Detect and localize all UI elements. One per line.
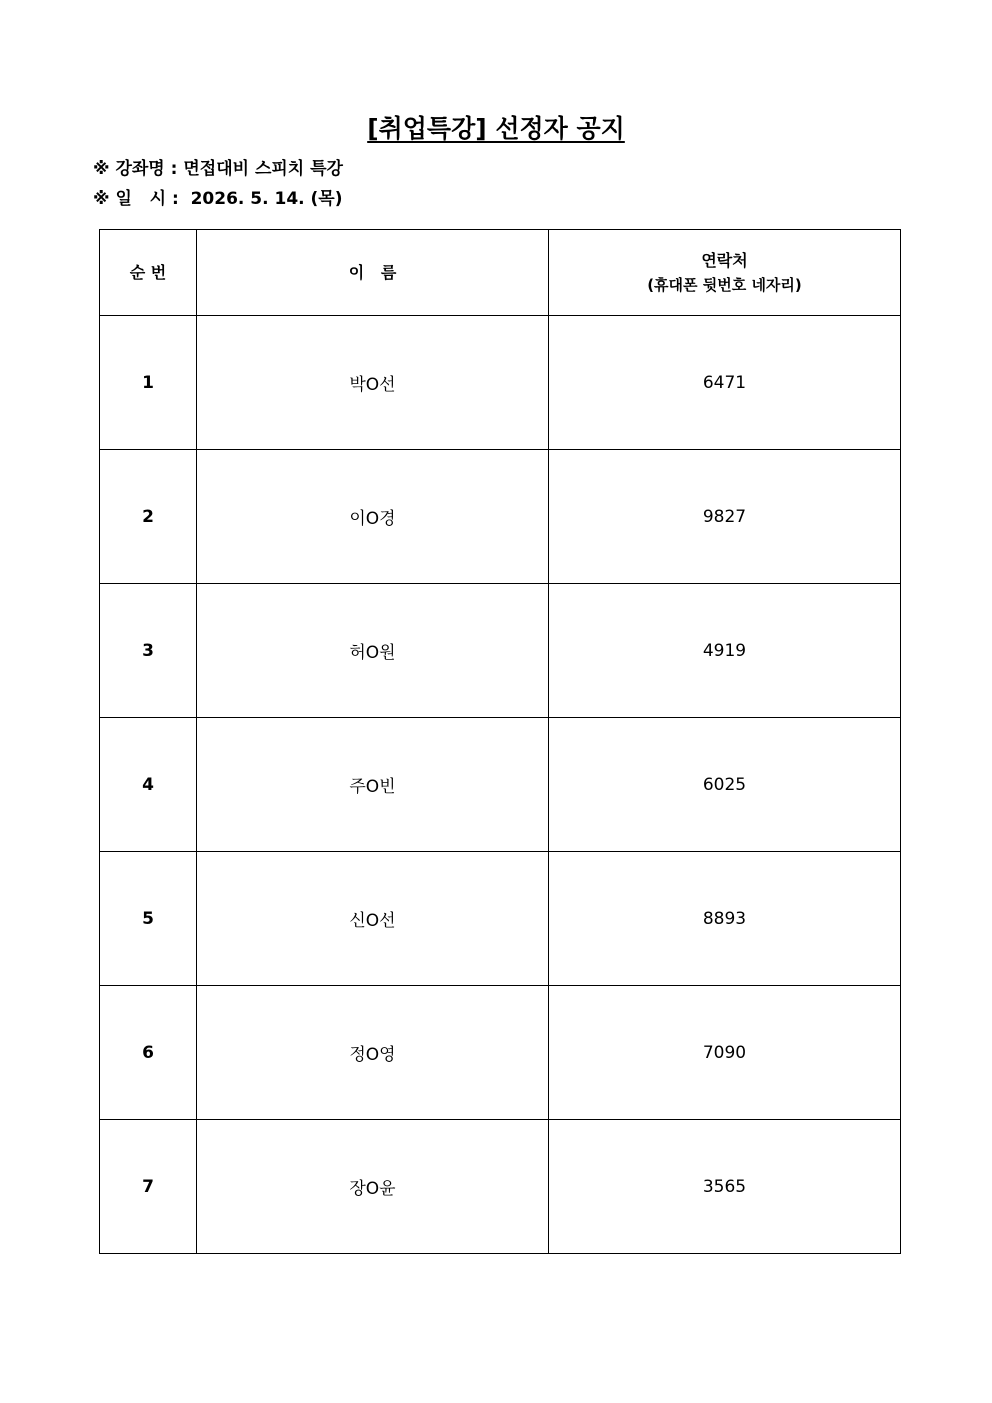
row-contact: 9827 [549, 450, 901, 584]
row-number: 6 [100, 986, 197, 1120]
row-name: 장O윤 [197, 1120, 549, 1254]
table-row [100, 450, 901, 584]
header-contact [549, 230, 901, 316]
row-name: 정O영 [197, 986, 549, 1120]
row-number: 5 [100, 852, 197, 986]
table-row [100, 986, 901, 1120]
table-header-row [100, 230, 901, 316]
table-row [100, 584, 901, 718]
selected-participants-table [99, 229, 901, 1254]
table-row [100, 852, 901, 986]
row-contact: 4919 [549, 584, 901, 718]
header-contact-sub: (휴대폰 뒷번호 네자리) [647, 275, 802, 294]
row-contact: 8893 [549, 852, 901, 986]
row-number: 1 [100, 316, 197, 450]
row-number: 4 [100, 718, 197, 852]
row-number: 7 [100, 1120, 197, 1254]
course-name-line: ※ 강좌명 : 면접대비 스피치 특강 [93, 159, 343, 179]
table-row [100, 1120, 901, 1254]
table-row [100, 718, 901, 852]
header-name: 이 름 [197, 230, 549, 316]
row-number: 2 [100, 450, 197, 584]
page-title-text: [취업특강] 선정자 공지 [367, 114, 625, 143]
row-name: 박O선 [197, 316, 549, 450]
date-line: ※ 일 시 : 2026. 5. 14. (목) [93, 189, 343, 209]
row-contact: 3565 [549, 1120, 901, 1254]
row-name: 이O경 [197, 450, 549, 584]
table-row [100, 316, 901, 450]
header-contact-label: 연락처 [701, 250, 748, 270]
row-name: 주O빈 [197, 718, 549, 852]
row-contact: 6025 [549, 718, 901, 852]
header-number: 순 번 [100, 230, 197, 316]
row-name: 허O원 [197, 584, 549, 718]
page-title [0, 111, 992, 147]
row-contact: 7090 [549, 986, 901, 1120]
row-contact: 6471 [549, 316, 901, 450]
row-name: 신O선 [197, 852, 549, 986]
row-number: 3 [100, 584, 197, 718]
